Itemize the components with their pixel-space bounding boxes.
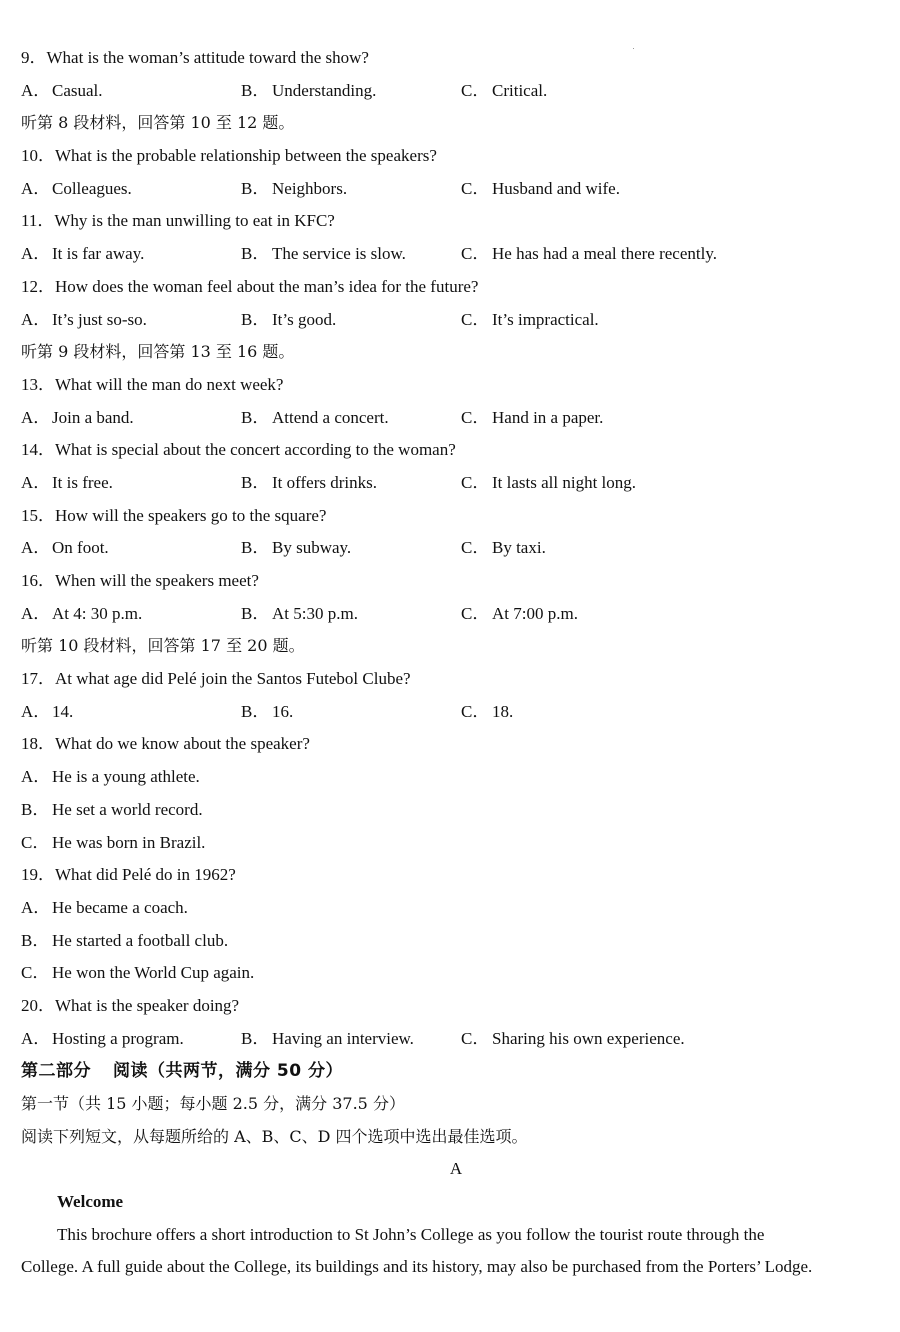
question-11 (21, 205, 891, 238)
options-13 (21, 402, 891, 435)
option-c: C． At 7:00 p.m. (461, 603, 578, 623)
option-b: B． The service is slow. (241, 244, 406, 264)
question-text: What is the probable relationship between the speakers? (55, 146, 437, 166)
question-number: 20． (21, 995, 55, 1015)
option-b: B． By subway. (241, 538, 352, 558)
options-14 (21, 467, 891, 500)
question-number: 9． (21, 48, 47, 67)
option-b: B． It offers drinks. (241, 472, 377, 492)
question-19 (21, 859, 891, 892)
reading-instructions: 阅读下列短文，从每题所给的 A、B、C、D 四个选项中选出最佳选项。 (21, 1126, 528, 1146)
question-number: 12． (21, 276, 55, 296)
question-number: 13． (21, 374, 55, 394)
option-a: A． Casual. (21, 80, 103, 100)
section-9-instruction: 听第 9 段材料，回答第 13 至 16 题。 (21, 342, 295, 362)
option-a: A． He is a young athlete. (21, 767, 200, 787)
question-number: 17． (21, 669, 55, 689)
question-text: When will the speakers meet? (55, 571, 259, 590)
question-text: What did Pelé do in 1962? (55, 865, 236, 885)
options-20 (21, 1023, 891, 1056)
question-number: 15． (21, 505, 55, 525)
options-10 (21, 173, 891, 206)
option-a: A． It is free. (21, 472, 113, 492)
option-c: C． He was born in Brazil. (21, 832, 206, 852)
option-c: C． Hand in a paper. (461, 407, 604, 427)
question-14 (21, 434, 891, 467)
part-subtitle: 阅读（共两节，满分 50 分） (113, 1061, 343, 1082)
option-b: B． He started a football club. (21, 930, 229, 950)
passage-line-1: This brochure offers a short introduction to St John’s College as you follow the tourist route through the (57, 1224, 765, 1244)
question-number: 14． (21, 440, 55, 460)
option-b: B． Understanding. (241, 80, 377, 100)
question-text: What is the speaker doing? (55, 995, 240, 1015)
option-b: B． Neighbors. (241, 178, 348, 198)
question-text: What is special about the concert according to the woman? (55, 440, 456, 460)
section-one-note: 第一节（共 15 小题；每小题 2.5 分，满分 37.5 分） (21, 1094, 405, 1113)
question-10 (21, 140, 891, 173)
option-a: A． 14. (21, 701, 74, 721)
options-17 (21, 696, 891, 729)
option-a: A． Colleagues. (21, 178, 132, 198)
option-b: B． It’s good. (241, 309, 337, 329)
option-a: A． Hosting a program. (21, 1028, 184, 1048)
question-number: 10． (21, 146, 55, 166)
option-b: B． Having an interview. (241, 1028, 414, 1048)
question-9 (21, 42, 891, 75)
option-c: C． He won the World Cup again. (21, 963, 255, 983)
question-18 (21, 728, 891, 761)
option-c: C． Sharing his own experience. (461, 1028, 685, 1048)
option-a: A． On foot. (21, 538, 109, 558)
option-c: C． Husband and wife. (461, 178, 620, 198)
question-20 (21, 990, 891, 1023)
options-11 (21, 238, 891, 271)
part-two-heading (21, 1055, 891, 1088)
option-a: A． It is far away. (21, 244, 145, 264)
question-text: What will the man do next week? (55, 374, 284, 394)
question-text: Why is the man unwilling to eat in KFC? (54, 211, 335, 231)
options-16 (21, 598, 891, 631)
question-number: 16． (21, 571, 55, 590)
passage-heading: Welcome (57, 1192, 124, 1212)
question-text: How does the woman feel about the man’s idea for the future? (55, 276, 479, 296)
question-text: What do we know about the speaker? (55, 734, 310, 754)
option-c: C． He has had a meal there recently. (461, 244, 717, 264)
question-text: At what age did Pelé join the Santos Futebol Clube? (55, 669, 411, 689)
option-b: B． At 5:30 p.m. (241, 603, 358, 623)
question-17 (21, 663, 891, 696)
option-b: B． Attend a concert. (241, 407, 389, 427)
question-number: 18． (21, 734, 55, 754)
question-15 (21, 500, 891, 533)
question-number: 11． (21, 211, 55, 231)
option-a: A． At 4: 30 p.m. (21, 603, 143, 623)
question-number: 19． (21, 865, 55, 885)
option-c: C． 18. (461, 701, 514, 721)
option-c: C． Critical. (461, 80, 548, 100)
passage-line-2: College. A full guide about the College, its buildings and its history, may also be purchased from the Porters’ Lodge. (21, 1257, 813, 1277)
question-13 (21, 369, 891, 402)
options-9 (21, 75, 891, 108)
passage-label: A (449, 1159, 463, 1179)
question-text: How will the speakers go to the square? (55, 505, 327, 525)
question-16 (21, 565, 891, 598)
option-b: B． He set a world record. (21, 799, 203, 819)
exam-page (21, 42, 891, 1284)
question-12 (21, 271, 891, 304)
option-a: A． He became a coach. (21, 897, 188, 917)
option-c: C． It lasts all night long. (461, 472, 637, 492)
section-10-instruction: 听第 10 段材料，回答第 17 至 20 题。 (21, 636, 305, 656)
option-a: A． Join a band. (21, 407, 134, 427)
options-12 (21, 304, 891, 337)
part-title: 第二部分 (21, 1061, 91, 1082)
section-8-instruction: 听第 8 段材料，回答第 10 至 12 题。 (21, 113, 295, 133)
option-b: B． 16. (241, 701, 294, 721)
option-c: C． It’s impractical. (461, 309, 599, 329)
option-a: A． It’s just so-so. (21, 309, 147, 329)
question-text: What is the woman’s attitude toward the show? (46, 48, 369, 67)
options-15 (21, 532, 891, 565)
option-c: C． By taxi. (461, 538, 546, 558)
